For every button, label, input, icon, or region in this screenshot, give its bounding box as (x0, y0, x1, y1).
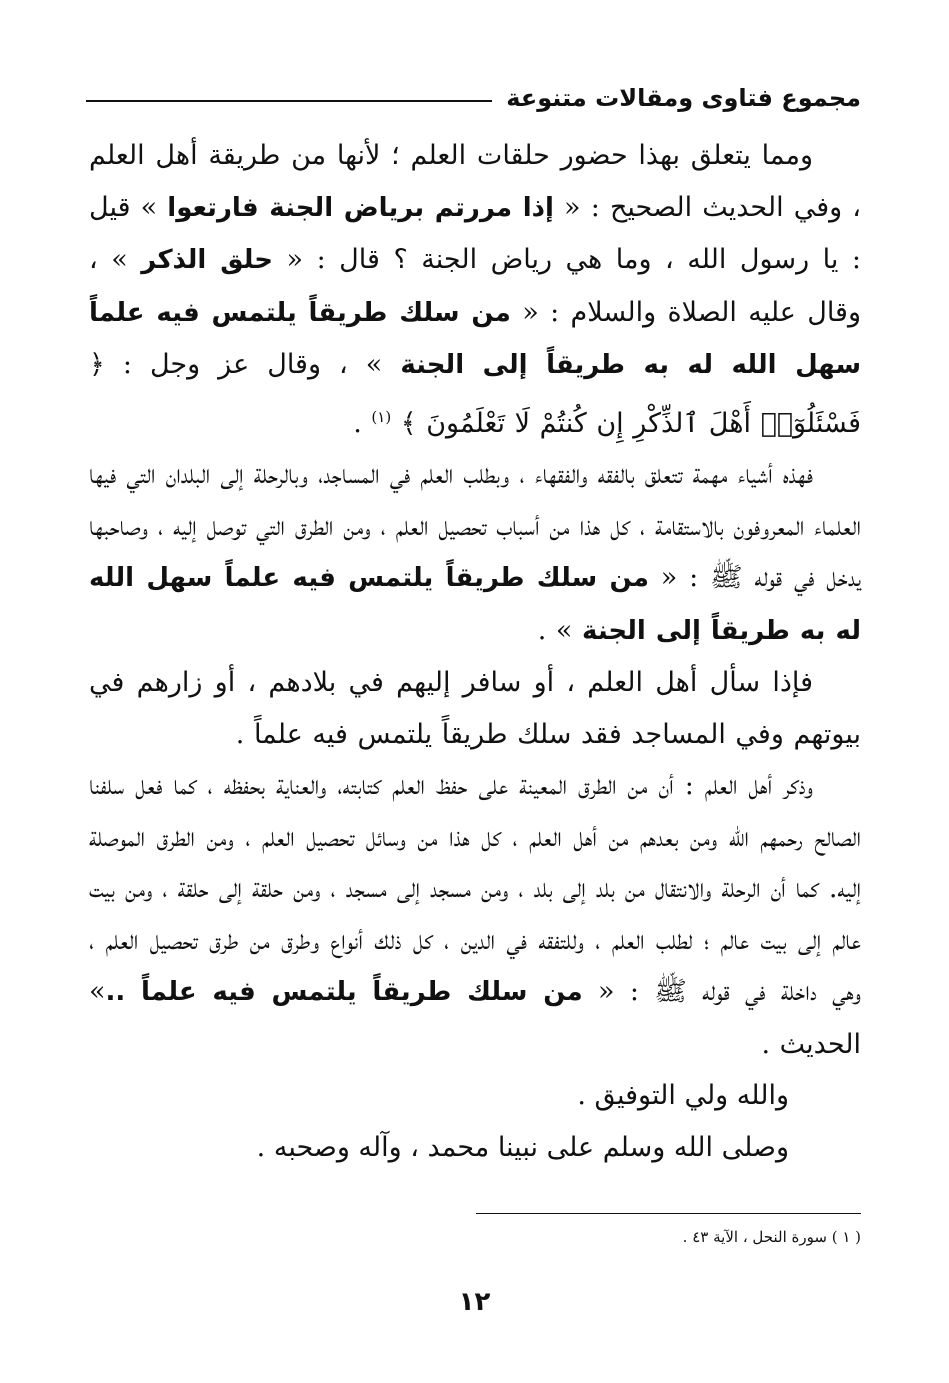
footnote-separator (476, 1213, 861, 1214)
paragraph-text: » قيل : يا رسول الله ، وما هي رياض الجنة ؟ قال : « (89, 191, 861, 275)
quran-verse: فَسْئَلُوٓا۟ أَهْلَ ٱلذِّكْرِ إِن كُنتُمْ لَا تَعْلَمُونَ (426, 407, 861, 439)
paragraph-3 (89, 657, 861, 760)
footnote-marker: (١) (371, 407, 392, 426)
header-rule (86, 100, 492, 102)
paragraph-text: » . (537, 614, 583, 646)
closing-line-2: وصلى الله وسلم على نبينا محمد ، وآله وصحبه . (256, 1131, 789, 1163)
paragraph-1 (89, 130, 861, 449)
paragraph-text: فهذه أشياء مهمة تتعلق بالفقه والفقهاء ، وبطلب العلم في المساجد، وبالرحلة إلى البلدان التي فيها العلماء المعروفون بالاستقامة ، كل هذا من أسباب تحصيل العلم ، ومن الطرق التي توصل إليه ، وصاحبها يدخل في قوله ﷺ : « (89, 459, 861, 593)
page-number: ١٢ (458, 1287, 491, 1317)
paragraph-text: ﴾ (391, 407, 427, 439)
header-title: مجموع فتاوى ومقالات متنوعة (506, 84, 861, 112)
main-text (89, 130, 861, 1173)
paragraph-text: وذكر أهل العلم : أن من الطرق المعينة على حفظ العلم كتابته، والعناية بحفظه ، كما فعل سلفنا الصالح رحمهم الله ومن بعدهم من أهل العلم ، كل هذا من وسائل تحصيل العلم ، ومن الطرق الموصلة إليه. كما أن الرحلة والانتقال من بلد إلى بلد ، ومن مسجد إلى مسجد ، ومن حلقة إلى حلقة ، ومن بيت عالم إلى بيت عالم ؛ لطلب العلم ، وللتفقه في الدين ، كل ذلك أنواع وطرق من طرق تحصيل العلم ، وهي داخلة في قوله ﷺ : « (89, 770, 862, 1007)
hadith-quote: من سلك طريقاً يلتمس فيه علماً سهل الله له به طريقاً إلى الجنة (89, 297, 862, 380)
paragraph-text: . (353, 407, 372, 439)
paragraph-4 (89, 760, 861, 1070)
hadith-quote: من سلك طريقاً يلتمس فيه علماً سهل الله له به طريقاً إلى الجنة (89, 563, 861, 646)
paragraph-text: ومما يتعلق بهذا حضور حلقات العلم ؛ لأنها من طريقة أهل العلم ، وفي الحديث الصحيح : « (89, 140, 862, 223)
hadith-quote: من سلك طريقاً يلتمس فيه علماً .. (105, 977, 583, 1007)
hadith-quote: إذا مررتم برياض الجنة فارتعوا (167, 192, 554, 223)
paragraph-text: » ، وقال عليه الصلاة والسلام : « (89, 244, 861, 328)
footnote: ( ١ ) سورة النحل ، الآية ٤٣ . (682, 1228, 861, 1246)
closing-line-1: والله ولي التوفيق . (577, 1080, 789, 1111)
paragraph-2 (89, 449, 861, 657)
paragraph-text: فإذا سأل أهل العلم ، أو سافر إليهم في بلادهم ، أو زارهم في بيوتهم وفي المساجد فقد سلك طريقاً يلتمس فيه علماً . (89, 667, 861, 750)
paragraph-text: » الحديث . (89, 976, 861, 1060)
paragraph-text: » ، وقال عز وجل : ﴿ (89, 349, 401, 380)
running-header (86, 76, 861, 120)
hadith-quote: حلق الذكر (141, 245, 274, 275)
